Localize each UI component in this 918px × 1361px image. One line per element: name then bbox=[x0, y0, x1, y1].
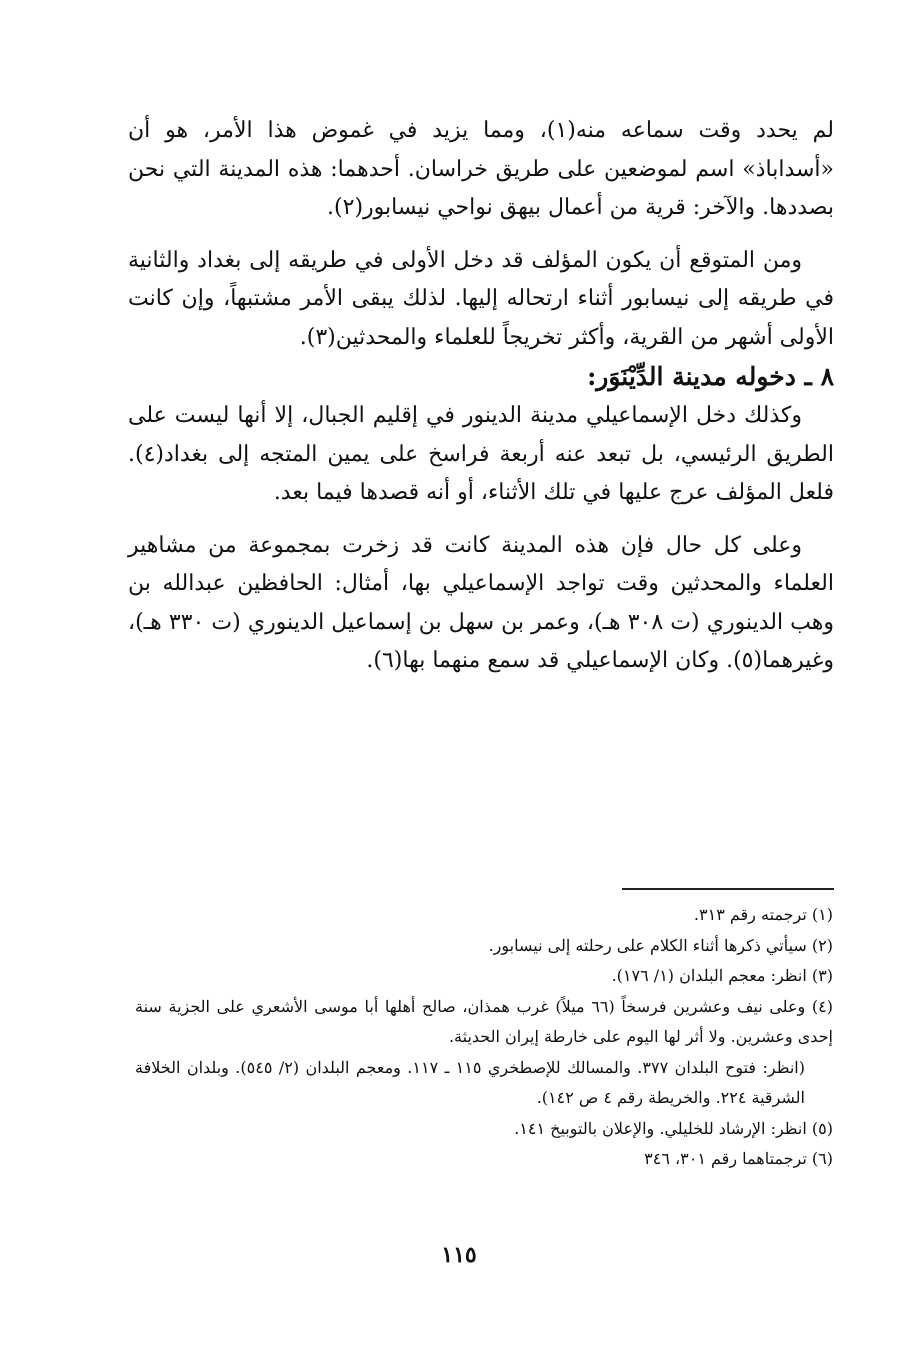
paragraph-2: ومن المتوقع أن يكون المؤلف قد دخل الأولى في طريقه إلى بغداد والثانية في طريقه إلى نيسابور أثناء ارتحاله إليها. لذلك يبقى الأمر مشتبهاً، وإن كانت الأولى أشهر من القرية، وأكثر تخريجاً للعلماء والمحدثين(٣). bbox=[128, 247, 834, 350]
footnote-4: (٤) وعلى نيف وعشرين فرسخاً (٦٦ ميلاً) غرب همذان، صالح أهلها أبا موسى الأشعري على الجزية سنة إحدى وعشرين. ولا أثر لها اليوم على خارطة إيران الحديثة. bbox=[135, 996, 833, 1046]
footnotes bbox=[135, 900, 833, 1175]
paragraph-4: وعلى كل حال فإن هذه المدينة كانت قد زخرت بمجموعة من مشاهير العلماء والمحدثين وقت تواجد الإسماعيلي بها، أمثال: الحافظين عبدالله بن وهب الدينوري (ت ٣٠٨ هـ)، وعمر بن سهل بن إسماعيل الدينوري (ت ٣٣٠ هـ)، وغيرهما(٥). وكان الإسماعيلي قد سمع منهما بها(٦). bbox=[128, 532, 835, 673]
footnote-divider bbox=[622, 888, 834, 890]
paragraph-1: لم يحدد وقت سماعه منه(١)، ومما يزيد في غموض هذا الأمر، هو أن «أسداباذ» اسم لموضعين على طريق خراسان. أحدهما: هذه المدينة التي نحن بصددها. والآخر: قرية من أعمال بيهق نواحي نيسابور(٢). bbox=[128, 118, 834, 220]
footnote-6: (٦) ترجمتاهما رقم ٣٠١، ٣٤٦ bbox=[644, 1149, 833, 1168]
footnote-5: (٥) انظر: الإرشاد للخليلي. والإعلان بالتوبيخ ١٤١. bbox=[514, 1118, 833, 1138]
footnote-1: (١) ترجمته رقم ٣١٣. bbox=[693, 905, 833, 924]
footnote-3: (٣) انظر: معجم البلدان (١/ ١٧٦). bbox=[611, 966, 833, 985]
footnote-2: (٢) سيأتي ذكرها أثناء الكلام على رحلته إلى نيسابور. bbox=[488, 935, 833, 955]
paragraph-3: وكذلك دخل الإسماعيلي مدينة الدينور في إقليم الجبال، إلا أنها ليست على الطريق الرئيسي، بل تبعد عنه أربعة فراسخ على يمين المتجه إلى بغداد(٤). فلعل المؤلف عرج عليها في تلك الأثناء، أو أنه قصدها فيما بعد. bbox=[128, 403, 834, 505]
section-heading: ٨ ـ دخوله مدينة الدِّيْنَوَر: bbox=[587, 362, 834, 391]
main-text bbox=[128, 112, 834, 681]
page-number: ١١٥ bbox=[441, 1242, 477, 1268]
footnote-4-references: (انظر: فتوح البلدان ٣٧٧. والمسالك للإصطخري ١١٥ ـ ١١٧. ومعجم البلدان (٢/ ٥٤٥). وبلدان الخلافة الشرقية ٢٢٤. والخريطة رقم ٤ ص ١٤٢). bbox=[135, 1057, 805, 1107]
